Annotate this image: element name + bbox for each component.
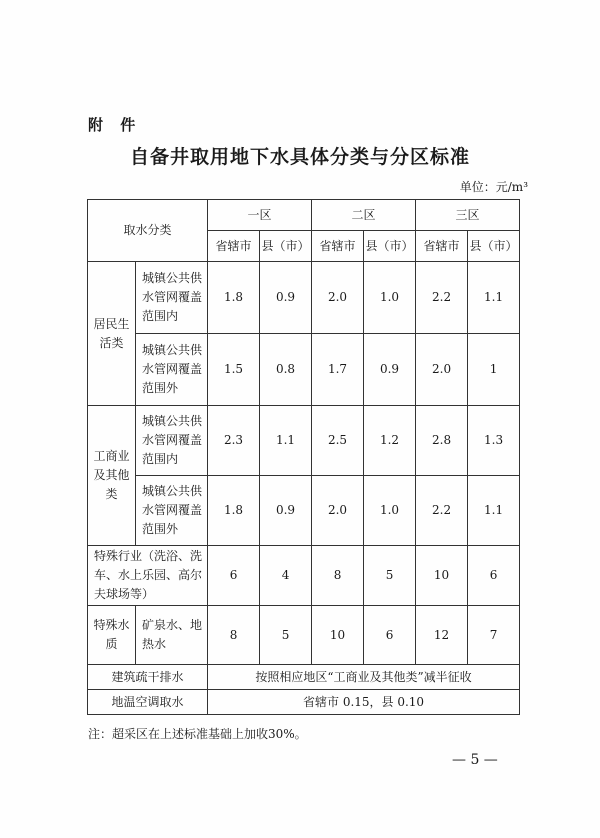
fee-standard-table [87,199,520,715]
subheader-city: 省辖市 [208,231,260,262]
rate-cell: 8 [312,546,364,606]
rate-cell: 6 [468,546,520,606]
table-corner-header: 取水分类 [88,200,208,262]
zone-header-3: 三区 [416,200,520,231]
geothermal-label: 地温空调取水 [88,690,208,715]
rate-cell: 1.2 [364,406,416,476]
footnote: 注：超采区在上述标准基础上加收30%。 [88,727,307,741]
rate-cell: 0.9 [260,262,312,334]
subcategory-label: 城镇公共供水管网覆盖范围内 [136,262,208,334]
group-label-residential: 居民生活类 [88,262,136,406]
rate-cell: 4 [260,546,312,606]
rate-cell: 1.8 [208,476,260,546]
zone-header-2: 二区 [312,200,416,231]
rate-cell: 0.9 [260,476,312,546]
subheader-county: 县（市） [468,231,520,262]
rate-cell: 6 [208,546,260,606]
rate-cell: 1.5 [208,334,260,406]
rate-cell: 5 [260,606,312,665]
zone-header-1: 一区 [208,200,312,231]
rate-cell: 8 [208,606,260,665]
document-title: 自备井取用地下水具体分类与分区标准 [129,146,470,168]
unit-label: 单位：元/m³ [459,180,528,194]
rate-cell: 1.7 [312,334,364,406]
special-water-label: 特殊水质 [88,606,136,665]
rate-cell: 2.2 [416,262,468,334]
subcategory-label: 城镇公共供水管网覆盖范围外 [136,334,208,406]
attachment-label: 附 件 [88,116,142,134]
group-label-commercial: 工商业及其他类 [88,406,136,546]
rate-cell: 5 [364,546,416,606]
subheader-city: 省辖市 [312,231,364,262]
rate-cell: 0.9 [364,334,416,406]
rate-cell: 7 [468,606,520,665]
rate-cell: 1.8 [208,262,260,334]
rate-cell: 0.8 [260,334,312,406]
rate-cell: 10 [416,546,468,606]
drainage-label: 建筑疏干排水 [88,665,208,690]
page-number: — 5 — [452,752,498,768]
rate-cell: 10 [312,606,364,665]
drainage-value: 按照相应地区“工商业及其他类”减半征收 [208,665,520,690]
rate-cell: 2.2 [416,476,468,546]
subcategory-label: 城镇公共供水管网覆盖范围内 [136,406,208,476]
rate-cell: 12 [416,606,468,665]
rate-cell: 1.0 [364,262,416,334]
rate-cell: 1.1 [468,476,520,546]
rate-cell: 2.3 [208,406,260,476]
subheader-county: 县（市） [260,231,312,262]
subheader-county: 县（市） [364,231,416,262]
rate-cell: 2.5 [312,406,364,476]
rate-cell: 2.0 [416,334,468,406]
subcategory-label: 城镇公共供水管网覆盖范围外 [136,476,208,546]
special-industry-label: 特殊行业（洗浴、洗车、水上乐园、高尔夫球场等） [88,546,208,606]
subcategory-label: 矿泉水、地热水 [136,606,208,665]
rate-cell: 1.3 [468,406,520,476]
geothermal-value: 省辖市 0.15，县 0.10 [208,690,520,715]
rate-cell: 2.0 [312,262,364,334]
rate-cell: 2.8 [416,406,468,476]
rate-cell: 1 [468,334,520,406]
subheader-city: 省辖市 [416,231,468,262]
rate-cell: 1.0 [364,476,416,546]
rate-cell: 2.0 [312,476,364,546]
rate-cell: 1.1 [260,406,312,476]
rate-cell: 6 [364,606,416,665]
rate-cell: 1.1 [468,262,520,334]
